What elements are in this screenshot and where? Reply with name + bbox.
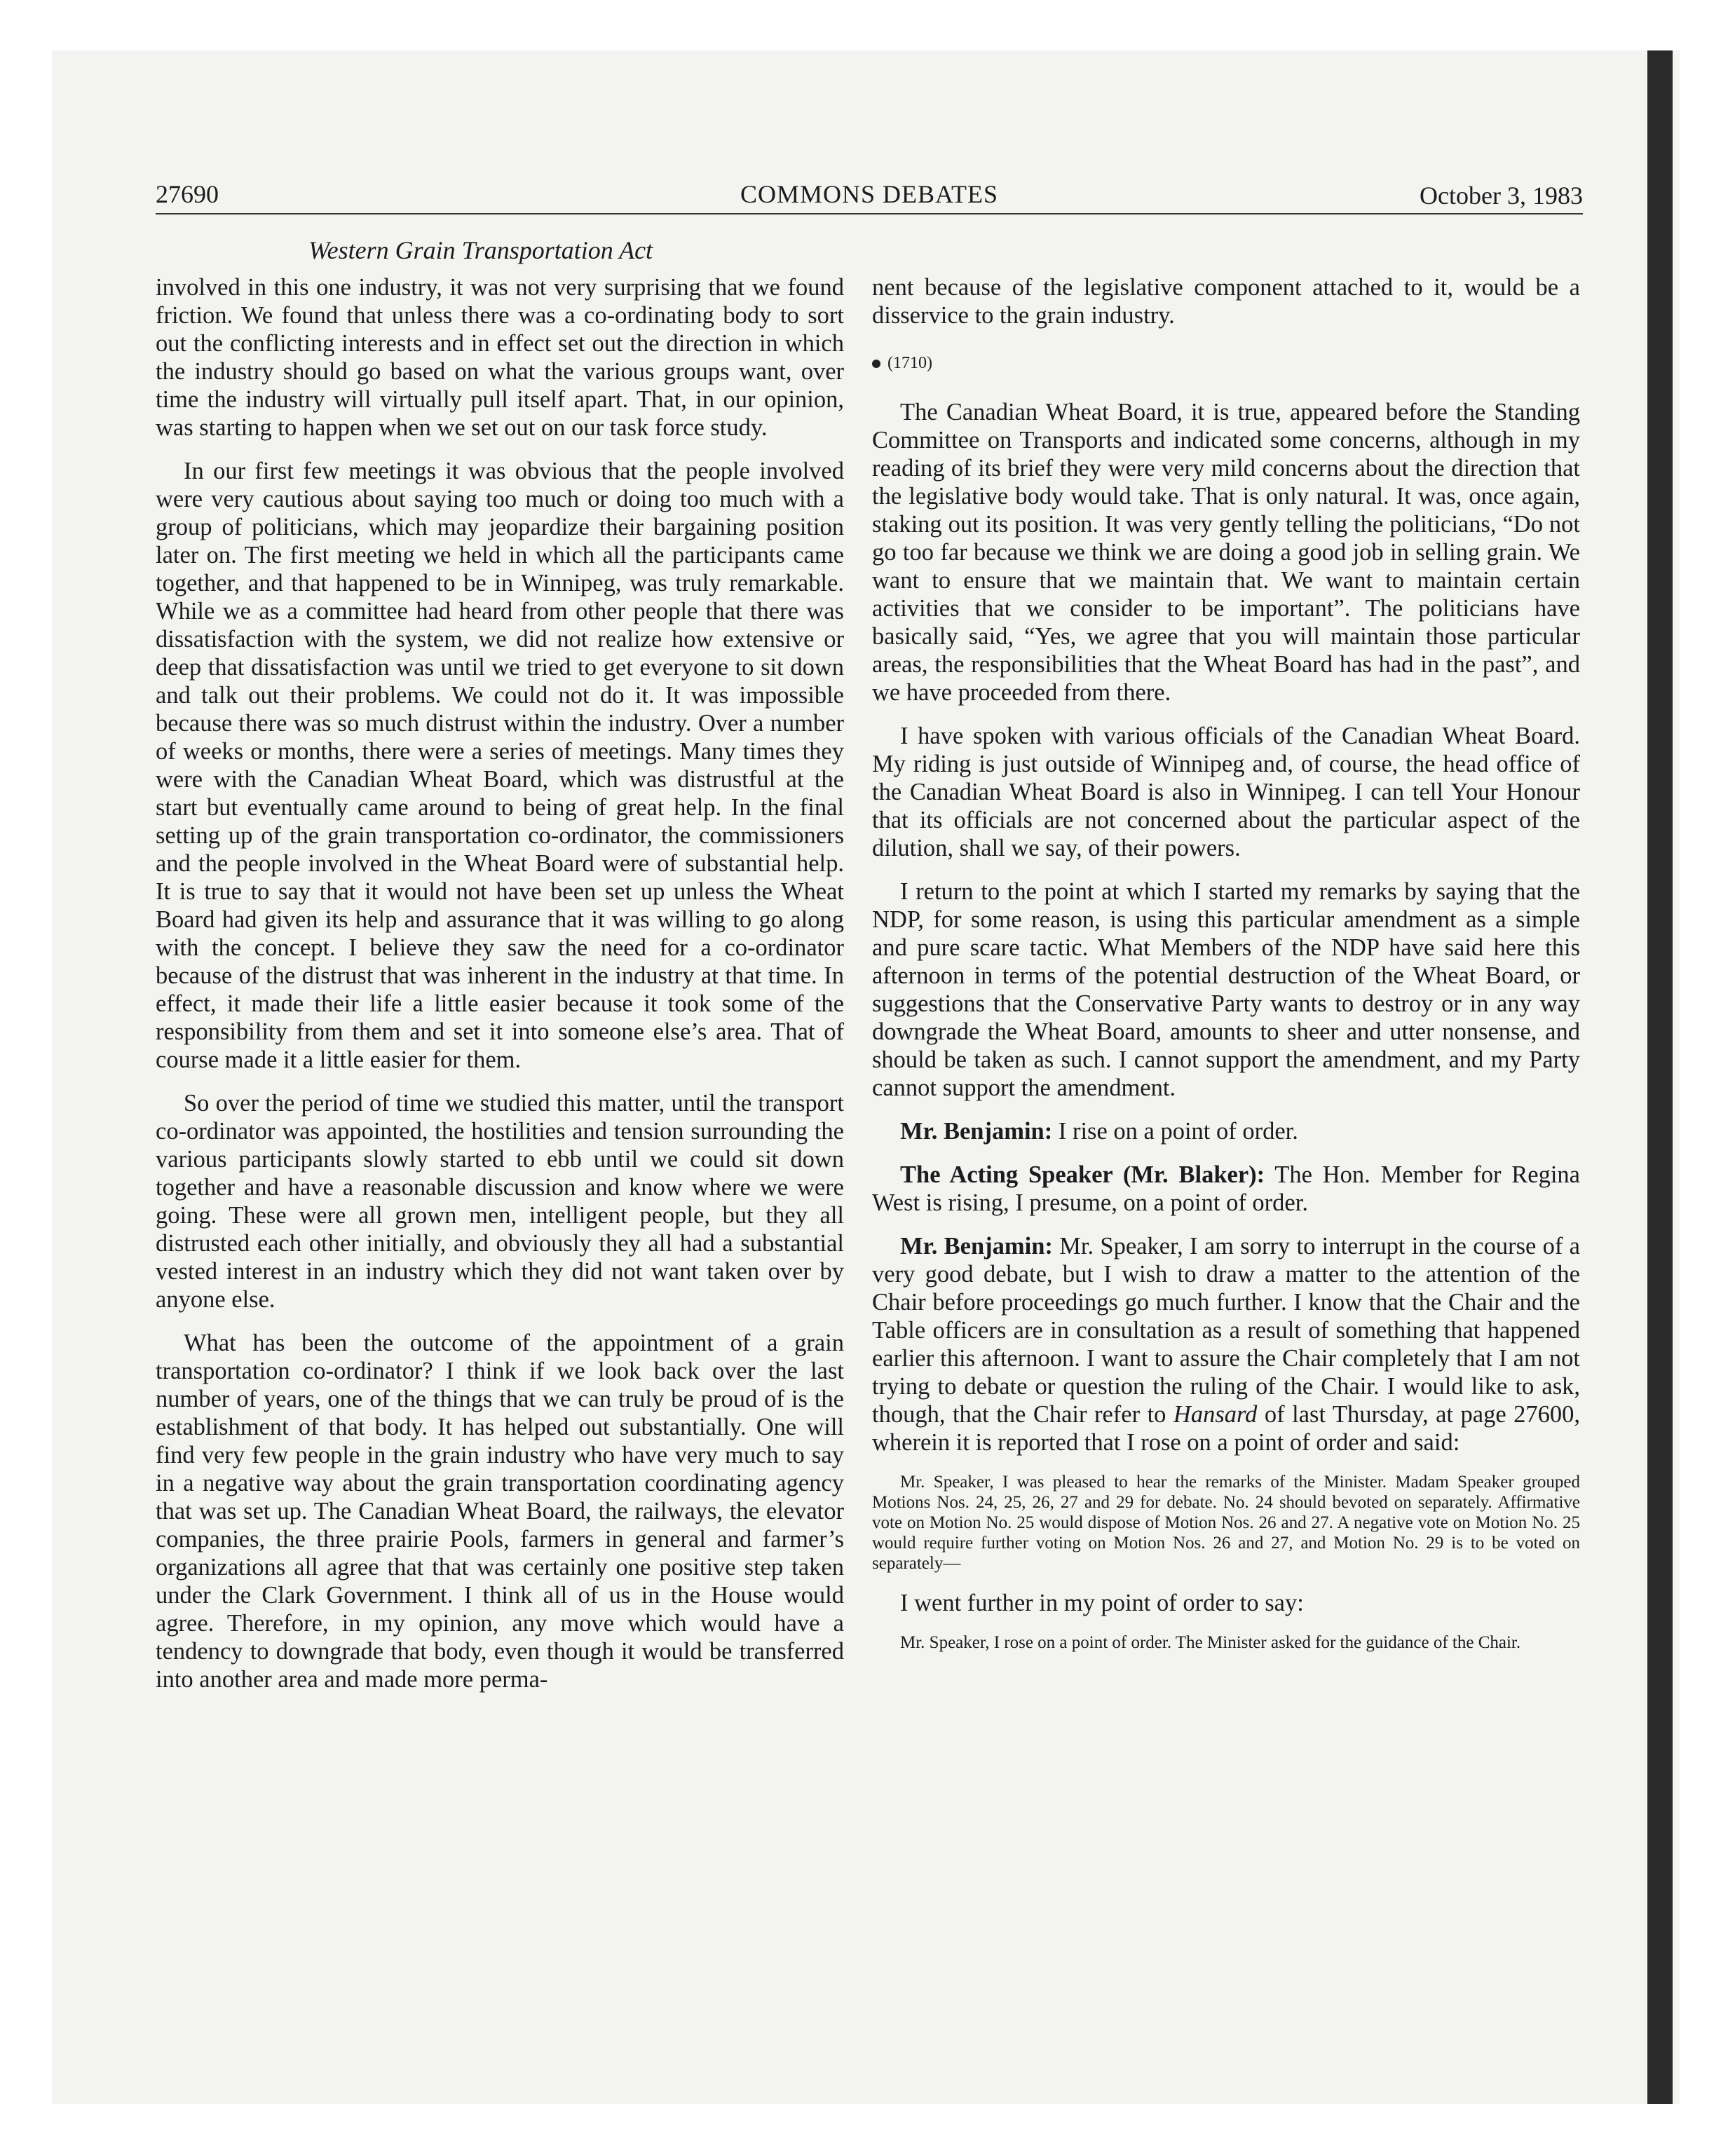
paragraph: So over the period of time we studied this matter, until the transport co-ordinator was appointed, the hostilities and tension surrounding the various participants slowly started to ebb until we could sit down together and have a reasonable discussion and know where we were going. These were all grown men, intelligent people, but they all distrusted each other initially, and obviously they all had a substantial vested interest in an industry which they did not want taken over by anyone else.: [156, 1090, 844, 1313]
binding-edge: [1647, 50, 1673, 2104]
paragraph: I have spoken with various officials of the Canadian Wheat Board. My riding is just outside of Winnipeg and, of course, the head office of the Canadian Wheat Board is also in Winnipeg. I can tell Your Honour that its officials are not concerned about the particular aspect of the dilution, shall we say, of their powers.: [872, 723, 1580, 861]
speech-text: Mr. Speaker, I am sorry to interrupt in the course of a very good debate, but I wish to draw a matter to the attention of the Chair before proceedings go much further. I know that the Chair and the Table officers are in consultation as a result of something that happened earlier this afternoon. I want to assure the Chair completely that I am not trying to debate or question the ruling of the Chair. I would like to ask, though, that the Chair refer to: [872, 1233, 1580, 1428]
hansard-reference: Hansard: [1173, 1401, 1258, 1428]
header-rule: [156, 213, 1583, 214]
left-column: [156, 273, 844, 1709]
publication-title: COMMONS DEBATES: [740, 180, 999, 208]
publication-date: October 3, 1983: [1420, 182, 1583, 210]
page-header: [156, 179, 1583, 221]
right-column: [872, 273, 1580, 1668]
time-marker: [872, 349, 1580, 377]
time-marker-label: (1710): [887, 354, 932, 372]
speaker-name: The Acting Speaker (Mr. Blaker):: [900, 1161, 1265, 1188]
speech-paragraph: [872, 1161, 1580, 1217]
paragraph: involved in this one industry, it was not very surprising that we found friction. We found that unless there was a co-ordinating body to sort out the conflicting interests and in effect set out the direction in which the industry should go based on what the various groups want, over time the industry will virtually pull itself apart. That, in our opinion, was starting to happen when we set out on our task force study.: [156, 274, 844, 441]
speech-text: of last Thursday, at page 27600, wherein it is reported that I rose on a point of order and said:: [872, 1401, 1580, 1456]
speaker-name: Mr. Benjamin:: [900, 1233, 1053, 1260]
speech-paragraph: [872, 1117, 1580, 1145]
paragraph: In our first few meetings it was obvious that the people involved were very cautious about saying too much or doing too much with a group of politicians, which may jeopardize their bargaining position later on. The first meeting we held in which all the participants came together, and that happened to be in Winnipeg, was truly remarkable. While we as a committee had heard from other people that there was dissatisfaction with the system, we did not realize how extensive or deep that dissatisfaction was until we tried to get everyone to sit down and talk out their problems. We could not do it. It was impossible because there was so much distrust within the industry. Over a number of weeks or months, there were a series of meetings. Many times they were with the Canadian Wheat Board, which was distrustful at the start but eventually came around to being of great help. In the final setting up of the grain transportation co-ordinator, the commissioners and the people involved in the Wheat Board were of substantial help. It is true to say that it would not have been set up unless the Wheat Board had given its help and assurance that it was willing to go along with the concept. I believe they saw the need for a co-ordinator because of the distrust that was inherent in the industry at that time. In effect, it made their life a little easier because it took some of the responsibility from them and set it into someone else’s area. That of course made it a little easier for them.: [156, 458, 844, 1073]
speech-text: The Hon. Member for Regina West is rising, I presume, on a point of order.: [872, 1161, 1580, 1216]
paragraph: nent because of the legislative component attached to it, would be a disservice to the grain industry.: [872, 274, 1580, 329]
page-number: 27690: [156, 180, 219, 208]
speech-text: I rise on a point of order.: [1052, 1118, 1298, 1145]
paragraph: What has been the outcome of the appointment of a grain transportation co-ordinator? I think if we look back over the last number of years, one of the things that we can truly be proud of is the establishment of that body. It has helped out substantially. One will find very few people in the grain industry who have very much to say in a negative way about the grain transportation coordinating agency that was set up. The Canadian Wheat Board, the railways, the elevator companies, the three prairie Pools, farmers in general and farmer’s organizations all agree that that was certainly one positive step taken under the Clark Government. I think all of us in the House would agree. Therefore, in my opinion, any move which would have a tendency to downgrade that body, even though it would be transferred into another area and made more perma-: [156, 1330, 844, 1693]
block-quote: Mr. Speaker, I was pleased to hear the remarks of the Minister. Madam Speaker grouped Motions Nos. 24, 25, 26, 27 and 29 for debate. No. 24 should bevoted on separately. Affirmative vote on Motion No. 25 would dispose of Motion Nos. 26 and 27. A negative vote on Motion No. 25 would require further voting on Motion Nos. 26 and 27, and Motion No. 29 is to be voted on separately—: [872, 1473, 1580, 1573]
paragraph: I return to the point at which I started my remarks by saying that the NDP, for some reason, is using this particular amendment as a simple and pure scare tactic. What Members of the NDP have said here this afternoon in terms of the potential destruction of the Wheat Board, or suggestions that the Conservative Party wants to destroy or in any way downgrade the Wheat Board, amounts to sheer and utter nonsense, and should be taken as such. I cannot support the amendment, and my Party cannot support the amendment.: [872, 878, 1580, 1101]
paragraph: I went further in my point of order to say:: [900, 1590, 1304, 1616]
block-quote: Mr. Speaker, I rose on a point of order. The Minister asked for the guidance of the Chair.: [900, 1633, 1521, 1652]
speaker-name: Mr. Benjamin:: [900, 1118, 1053, 1145]
bullet-icon: [872, 360, 880, 368]
paragraph: The Canadian Wheat Board, it is true, appeared before the Standing Committee on Transports and indicated some concerns, although in my reading of its brief they were very mild concerns about the direction that the legislative body would take. That is only natural. It was, once again, staking out its position. It was very gently telling the politicians, “Do not go too far because we think we are doing a good job in selling grain. We want to ensure that we maintain that. We want to maintain certain activities that we consider to be important”. The politicians have basically said, “Yes, we agree that you will maintain those particular areas, the responsibilities that the Wheat Board has had in the past”, and we have proceeded from there.: [872, 399, 1580, 706]
section-title: Western Grain Transportation Act: [308, 236, 653, 264]
speech-paragraph: [872, 1232, 1580, 1456]
